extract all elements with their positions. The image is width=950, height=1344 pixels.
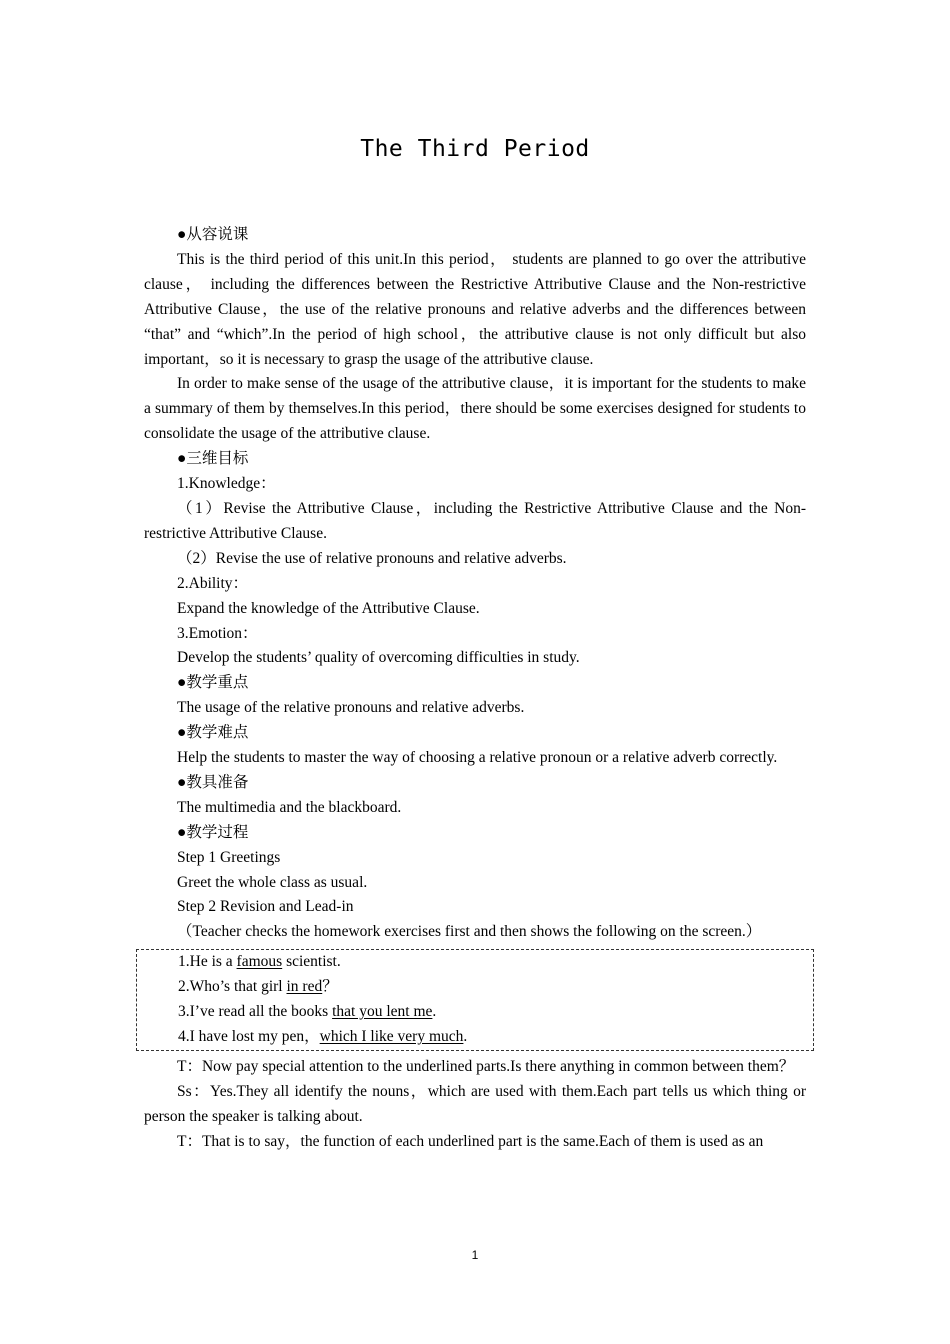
emotion-label: 3.Emotion： [177, 624, 258, 642]
key-points-text: The usage of the relative pronouns and relative adverbs. [177, 699, 525, 717]
goals-heading: ●三维目标 [177, 450, 249, 468]
key-points-heading: ●教学重点 [177, 674, 249, 692]
ability-label: 2.Ability： [177, 574, 249, 592]
step-1-title: Step 1 Greetings [177, 848, 281, 866]
intro-paragraph-1: This is the third period of this unit.In this period， students are planned to go over the attributive clause， including the differences between the Restrictive Attributive Clause and the Non-restrictive Attributive Clause，the use of the relative pronouns and relative adverbs and the differences between “that” and “which”.In the period of high school，the attributive clause is not only difficult but also important，so it is necessary to grasp the usage of the attributive clause. [144, 250, 806, 368]
dialog-teacher-1: T：Now pay special attention to the underlined parts.Is there anything in common between them？ [177, 1057, 795, 1075]
example-sentence: 3.I’ve read all the books that you lent me. [178, 1003, 437, 1021]
underlined-part: that you lent me [332, 1003, 433, 1021]
knowledge-item-1: （1）Revise the Attributive Clause，including the Restrictive Attributive Clause and the Non-restrictive Attributive Clause. [144, 499, 806, 542]
step-1-text: Greet the whole class as usual. [177, 873, 368, 891]
underlined-part: famous [236, 953, 283, 971]
example-sentence: 2.Who’s that girl in red？ [178, 978, 338, 996]
examples-box [136, 949, 814, 1051]
knowledge-item-2: （2）Revise the use of relative pronouns and relative adverbs. [177, 549, 567, 567]
difficult-points-text: Help the students to master the way of choosing a relative pronoun or a relative adverb correctly. [177, 749, 778, 767]
difficult-points-heading: ●教学难点 [177, 724, 249, 742]
page-title: The Third Period [360, 136, 590, 162]
ability-text: Expand the knowledge of the Attributive Clause. [177, 599, 480, 617]
dialog-students: Ss：Yes.They all identify the nouns，which are used with them.Each part tells us which thing or person the speaker is talking about. [144, 1082, 806, 1125]
document-body [144, 223, 806, 1155]
step-2-title: Step 2 Revision and Lead-in [177, 898, 354, 916]
process-heading: ●教学过程 [177, 823, 249, 841]
step-2-note: （Teacher checks the homework exercises first and then shows the following on the screen.） [177, 923, 762, 941]
intro-paragraph-2: In order to make sense of the usage of the attributive clause，it is important for the students to make a summary of them by themselves.In this period，there should be some exercises designed for students to consolidate the usage of the attributive clause. [144, 375, 806, 443]
underlined-part: in red [286, 978, 323, 996]
emotion-text: Develop the students’ quality of overcoming difficulties in study. [177, 649, 580, 667]
example-sentence: 4.I have lost my pen，which I like very much. [178, 1028, 468, 1045]
tools-heading: ●教具准备 [177, 773, 249, 791]
example-sentence: 1.He is a famous scientist. [178, 953, 341, 971]
underlined-part: which I like very much [319, 1028, 464, 1045]
tools-text: The multimedia and the blackboard. [177, 798, 402, 816]
page-number: 1 [471, 1248, 479, 1262]
dialog-teacher-2: T：That is to say，the function of each underlined part is the same.Each of them is used as an [177, 1132, 764, 1150]
intro-heading: ●从容说课 [177, 226, 249, 243]
knowledge-label: 1.Knowledge： [177, 475, 276, 493]
